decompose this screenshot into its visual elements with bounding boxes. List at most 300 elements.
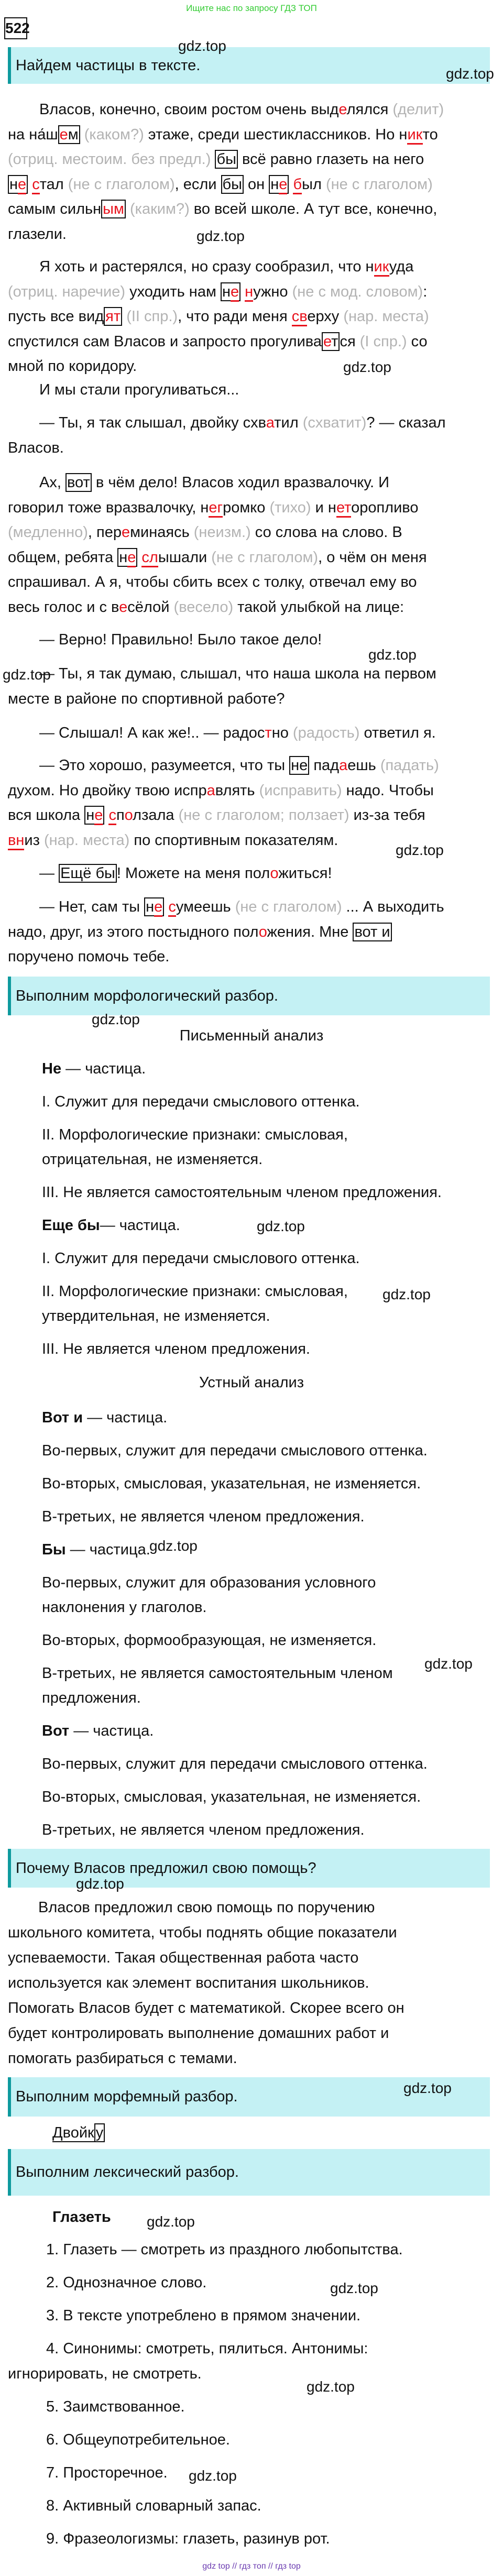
text-segment: ся	[340, 333, 360, 350]
text-segment	[28, 176, 32, 193]
highlighted-letters: с	[168, 898, 176, 917]
watermark: gdz.top	[330, 2280, 378, 2296]
text-line	[8, 920, 495, 945]
text-segment: Во-первых, служит для образования условного	[42, 1574, 376, 1591]
highlighted-letters: о	[258, 923, 267, 940]
section-header-text: Почему Власов предложил свою помощь?	[16, 1859, 316, 1877]
text-segment: ромко	[223, 499, 270, 516]
text-line	[8, 753, 495, 779]
watermark: gdz.top	[396, 842, 444, 858]
text-line	[8, 2427, 495, 2452]
hint-text: (не с глаголом; ползает)	[178, 807, 349, 824]
highlighted-letters: е	[279, 176, 287, 194]
text-segment: поручено помочь тебе.	[8, 948, 170, 965]
paragraph	[42, 1505, 498, 1529]
text-line	[42, 1090, 498, 1114]
text-segment: , что ради меня	[178, 308, 292, 325]
bold-term: Не	[42, 1060, 62, 1077]
highlighted-letters: е	[323, 333, 332, 350]
particle-box	[144, 897, 164, 916]
text-segment: уда	[389, 258, 414, 275]
particle-box	[84, 806, 104, 825]
text-segment: 5. Заимствованное.	[46, 2398, 185, 2415]
text-segment: со	[407, 333, 428, 350]
text-segment: — частица.	[65, 1541, 150, 1558]
text-segment: то	[422, 126, 438, 143]
text-segment: —	[39, 865, 59, 882]
text-segment: пусть все вид	[8, 308, 104, 325]
text-segment: школьного комитета, чтобы поднять общие показатели	[8, 1924, 397, 1941]
text-line	[8, 2394, 495, 2419]
text-segment: успеваемости. Такая общественная работа часто	[8, 1949, 359, 1966]
section-header-text: Выполним морфологический разбор.	[16, 987, 278, 1004]
paragraph	[8, 2336, 495, 2386]
text-segment: — Слышал! А как же!.. — радос	[39, 725, 265, 741]
hint-text: (схватит)	[302, 414, 367, 431]
text-segment: — Ты, я так слышал, двойку схв	[39, 414, 266, 431]
text-segment: житься!	[278, 865, 332, 882]
hint-text: (не с глаголом)	[68, 176, 175, 193]
text-line	[42, 1538, 498, 1562]
particle-box	[101, 200, 126, 218]
highlighted-letters: е	[127, 549, 136, 567]
text-segment: — частица.	[69, 1723, 154, 1739]
section-header-lexical	[8, 2149, 490, 2196]
watermark: gdz.top	[403, 2080, 452, 2096]
text-line	[8, 595, 495, 620]
particle-box	[221, 175, 244, 194]
section-header-text: Выполним морфемный разбор.	[16, 2088, 238, 2105]
text-line	[8, 411, 495, 436]
text-segment: он	[244, 176, 269, 193]
hint-text: (нар. места)	[43, 831, 130, 849]
text-line	[42, 1571, 498, 1595]
particle-box	[221, 282, 240, 301]
text-segment: помогать разбираться с темами.	[8, 2050, 237, 2067]
paragraph	[8, 97, 495, 247]
text-segment: — частица.	[83, 1409, 168, 1426]
text-segment: н	[86, 807, 95, 824]
text-segment: минаясь	[130, 524, 194, 541]
paragraph	[42, 1818, 498, 1843]
text-line	[8, 803, 495, 828]
watermark: gdz.top	[343, 359, 391, 375]
text-segment: :	[423, 283, 428, 300]
text-line	[42, 1752, 498, 1777]
text-segment: бы	[216, 151, 236, 168]
text-segment: вот и	[354, 923, 390, 940]
text-line	[8, 628, 495, 653]
paragraph	[42, 1439, 498, 1463]
text-segment: мной по коридору.	[8, 358, 137, 375]
bold-term: Вот и	[42, 1409, 83, 1426]
text-segment: будет контролировать выполнение домашних работ и	[8, 2025, 389, 2042]
text-segment: духом. Но двойку твою испр	[8, 782, 207, 799]
oral-analysis	[42, 1406, 498, 1851]
text-segment: игнорировать, не смотреть.	[8, 2365, 202, 2382]
hint-text: (отриц. наречие)	[8, 283, 126, 300]
text-line	[8, 280, 495, 305]
particle-box	[269, 175, 289, 194]
watermark: gdz.top	[76, 1876, 124, 1892]
text-segment: 4. Синонимы: смотреть, пялиться. Антонимы:	[46, 2340, 368, 2357]
text-segment: самым сильн	[8, 201, 102, 217]
paragraph	[8, 470, 495, 620]
footer-links[interactable]: gdz top // гдз топ // гдз top	[202, 2562, 301, 2571]
text-segment: бы	[222, 176, 242, 193]
text-segment: п	[116, 807, 125, 824]
morpheme-word	[52, 2124, 105, 2142]
highlighted-letters: е	[18, 176, 26, 194]
text-line	[8, 97, 495, 123]
highlighted-letters: т	[265, 725, 272, 741]
paragraph	[8, 895, 495, 970]
particle-box	[58, 125, 80, 144]
text-segment: Во-вторых, смысловая, указательная, не изменяется.	[42, 1789, 421, 1805]
text-segment: Во-вторых, смысловая, указательная, не изменяется.	[42, 1475, 421, 1492]
paragraph	[8, 2270, 495, 2295]
text-segment: ... А выходить	[342, 898, 444, 915]
watermark: gdz.top	[424, 1656, 473, 1672]
text-segment: , о чём он меня	[318, 549, 427, 566]
paragraph	[42, 1752, 498, 1777]
paragraph	[8, 662, 495, 711]
text-segment: м	[68, 126, 79, 143]
text-segment: В-третьих, не является членом предложения.	[42, 1508, 365, 1525]
hint-text: (исправить)	[259, 782, 342, 799]
text-line	[42, 1686, 498, 1711]
paragraph	[8, 721, 495, 746]
text-segment: ! Можете на меня пол	[116, 865, 270, 882]
text-segment: влять	[215, 782, 259, 799]
text-line	[8, 2270, 495, 2295]
watermark: gdz.top	[446, 65, 494, 82]
hint-text: (I спр.)	[359, 333, 407, 350]
morpheme-ending: у	[94, 2123, 105, 2142]
text-line	[8, 123, 495, 148]
highlighted-letters: ег	[209, 499, 223, 518]
particle-box	[289, 756, 309, 775]
paragraph	[42, 1180, 498, 1205]
text-segment: н	[146, 898, 155, 915]
text-line	[8, 197, 495, 222]
text-segment: умеешь	[176, 898, 235, 915]
highlighted-letters: а	[206, 782, 215, 799]
paragraph	[8, 378, 495, 403]
paragraph	[42, 1571, 498, 1620]
text-line	[8, 1945, 495, 1970]
text-segment: , если	[174, 176, 221, 193]
particle-box	[215, 150, 237, 169]
text-segment: I. Служит для передачи смыслового оттенка.	[42, 1093, 360, 1110]
text-segment: ужно	[253, 283, 292, 300]
text-segment: ерху	[307, 308, 344, 325]
text-segment: говорил тоже вразвалочку, н	[8, 499, 209, 516]
watermark: gdz.top	[149, 1538, 198, 1554]
highlighted-letters: ым	[103, 201, 124, 217]
paragraph	[8, 411, 495, 461]
text-line	[8, 1920, 495, 1945]
text-segment: и н	[311, 499, 336, 516]
highlighted-letters: е	[154, 898, 162, 917]
hint-text: (отриц. местоим. без предл.)	[8, 151, 211, 168]
particle-box	[65, 473, 92, 492]
text-line	[8, 2237, 495, 2262]
text-segment: общем, ребята	[8, 549, 118, 566]
text-segment: I. Служит для передачи смыслового оттенка.	[42, 1250, 360, 1267]
text-segment: вот	[67, 474, 90, 491]
text-segment: — Верно! Правильно! Было такое дело!	[39, 631, 322, 648]
text-segment: ыл	[302, 176, 326, 193]
watermark: gdz.top	[307, 2378, 355, 2395]
text-segment: Ах,	[39, 474, 65, 491]
text-segment: из-за тебя	[349, 807, 425, 824]
text-segment	[211, 151, 215, 168]
hint-text: (нар. места)	[343, 308, 429, 325]
text-line	[42, 1472, 498, 1496]
highlighted-letters: с	[108, 807, 116, 825]
text-segment: 1. Глазеть — смотреть из праздного любопытства.	[46, 2241, 403, 2258]
text-segment: ? — сказал	[366, 414, 446, 431]
text-line	[42, 1057, 498, 1081]
particle-box	[8, 175, 28, 194]
watermark: gdz.top	[178, 38, 226, 54]
text-segment: — Это хорошо, разумеется, что ты	[39, 757, 290, 774]
text-line	[42, 1719, 498, 1744]
highlighted-letters: св	[292, 308, 308, 326]
text-segment	[126, 201, 130, 217]
highlighted-letters: сл	[141, 549, 158, 567]
text-segment: этаже, среди шестиклассников. Но н	[144, 126, 408, 143]
highlighted-letters: н	[245, 283, 253, 302]
text-segment: — Ты, я так думаю, слышал, что наша школа на первом	[39, 665, 436, 682]
paragraph	[42, 1472, 498, 1496]
paragraph	[8, 2493, 495, 2518]
paragraph	[42, 1337, 498, 1362]
paragraph	[42, 1090, 498, 1114]
text-line	[42, 1246, 498, 1271]
watermark: gdz.top	[196, 228, 245, 244]
bold-term: Бы	[42, 1541, 66, 1558]
text-segment: В-третьих, не является самостоятельным членом	[42, 1665, 393, 1682]
text-segment: Ещё бы	[60, 865, 115, 882]
text-line	[8, 255, 495, 280]
text-line	[8, 520, 495, 545]
text-segment	[122, 308, 126, 325]
highlighted-letters: ят	[105, 308, 121, 325]
paragraph	[8, 2460, 495, 2485]
text-segment: надо, друг, из этого постыдного пол	[8, 923, 259, 940]
highlighted-letters: е	[338, 101, 347, 118]
text-segment: II. Морфологические признаки: смысловая,	[42, 1126, 348, 1143]
paragraph	[8, 255, 495, 379]
paragraph	[42, 1246, 498, 1271]
hint-text: (делит)	[392, 101, 444, 118]
text-segment: 8. Активный словарный запас.	[46, 2497, 261, 2514]
paragraph	[42, 1719, 498, 1744]
highlighted-letters: ик	[407, 126, 422, 145]
text-segment: Я хоть и растерялся, но сразу сообразил, что н	[39, 258, 374, 275]
text-segment: Во-первых, служит для передачи смыслового оттенка.	[42, 1442, 428, 1459]
highlighted-letters: ет	[336, 499, 351, 518]
text-segment: н	[9, 176, 18, 193]
text-line	[8, 378, 495, 403]
text-line	[8, 496, 495, 521]
hint-text: (неизм.)	[193, 524, 251, 541]
highlighted-letters: е	[121, 524, 130, 541]
paragraph	[8, 628, 495, 653]
text-line	[8, 1970, 495, 1996]
text-line	[8, 304, 495, 330]
text-line	[8, 330, 495, 355]
text-line	[8, 1895, 495, 1920]
text-segment: т	[331, 333, 338, 350]
text-line	[8, 945, 495, 970]
watermark: gdz.top	[189, 2468, 237, 2484]
hint-text: (весело)	[173, 598, 234, 616]
text-line	[8, 545, 495, 571]
paragraph	[8, 2427, 495, 2452]
text-segment: II. Морфологические признаки: смысловая,	[42, 1283, 348, 1300]
paragraph	[8, 2303, 495, 2328]
bold-term: Вот	[42, 1723, 70, 1739]
text-line	[8, 147, 495, 172]
text-line	[42, 1147, 498, 1172]
text-segment: Власов предложил свою помощь по поручению	[38, 1899, 375, 1916]
paragraph	[42, 1123, 498, 1172]
text-segment: на на́ш	[8, 126, 58, 143]
text-segment: ешь	[347, 757, 380, 774]
text-line	[42, 1628, 498, 1653]
text-segment: — частица.	[61, 1060, 146, 1077]
text-segment: ышали	[158, 549, 212, 566]
answer-text	[8, 1895, 495, 2071]
lexical-word: Глазеть	[52, 2209, 111, 2226]
highlighted-letters: б	[293, 176, 302, 194]
text-segment: надо. Чтобы	[342, 782, 434, 799]
highlighted-letters: е	[94, 807, 103, 825]
hint-text: (падать)	[380, 757, 439, 774]
hint-text: (тихо)	[269, 499, 311, 516]
watermark: gdz.top	[147, 2213, 195, 2230]
text-segment: Во-первых, служит для передачи смыслового оттенка.	[42, 1756, 428, 1772]
text-line	[8, 2046, 495, 2071]
text-segment: не	[291, 757, 308, 774]
search-banner[interactable]: Ищите нас по запросу ГДЗ ТОП	[186, 3, 317, 13]
watermark: gdz.top	[3, 666, 51, 683]
text-segment: тил	[274, 414, 303, 431]
text-segment: предложения.	[42, 1690, 141, 1706]
hint-text: (не с глаголом)	[211, 549, 319, 566]
hint-text: (не с мод. словом)	[292, 283, 423, 300]
hint-text: (не с глаголом)	[325, 176, 433, 193]
particle-box	[104, 307, 122, 326]
text-segment: спустился сам Власов и запросто прогулива	[8, 333, 322, 350]
paragraph	[42, 1785, 498, 1810]
particle-box	[117, 548, 137, 567]
paragraph	[42, 1406, 498, 1430]
text-segment: 7. Просторечное.	[46, 2464, 168, 2481]
paragraph	[8, 861, 495, 886]
text-segment: н	[270, 176, 279, 193]
highlighted-letters: о	[124, 807, 133, 824]
text-segment: лялся	[346, 101, 393, 118]
text-line	[8, 721, 495, 746]
highlighted-letters: е	[59, 126, 68, 143]
text-segment: н	[222, 283, 231, 300]
written-analysis-title: Письменный анализ	[179, 1027, 324, 1044]
text-line	[42, 1785, 498, 1810]
text-line	[8, 662, 495, 687]
text-line	[8, 354, 495, 379]
bold-term: Еще бы	[42, 1217, 100, 1234]
particle-box	[353, 923, 391, 941]
text-segment: во всей школе. А тут все, конечно,	[189, 201, 438, 217]
text-segment: пад	[309, 757, 340, 774]
text-segment: Во-вторых, формообразующая, не изменяется.	[42, 1632, 377, 1649]
lexical-analysis	[8, 2237, 495, 2559]
text-segment: 9. Фразеологизмы: глазеть, разинув рот.	[46, 2530, 330, 2547]
section-header-morphology	[8, 977, 490, 1015]
text-segment	[240, 283, 245, 300]
morpheme-stem: Двойк	[52, 2124, 94, 2141]
hint-text: (не с глаголом)	[235, 898, 342, 915]
section-header-text: Найдем частицы в тексте.	[16, 57, 201, 74]
text-segment: III. Не является самостоятельным членом предложения.	[42, 1184, 442, 1201]
highlighted-letters: с	[32, 176, 40, 194]
text-segment: тал	[39, 176, 68, 193]
written-analysis	[42, 1057, 498, 1370]
watermark: gdz.top	[92, 1011, 140, 1027]
paragraph	[8, 2237, 495, 2262]
text-line	[8, 570, 495, 595]
text-line	[8, 895, 495, 920]
text-segment: со слова на слово. В	[250, 524, 402, 541]
text-segment: жения. Мне	[267, 923, 353, 940]
text-segment: месте в районе по спортивной работе?	[8, 690, 285, 707]
text-segment: И мы стали прогуливаться...	[39, 381, 239, 398]
oral-analysis-title: Устный анализ	[199, 1374, 304, 1391]
text-line	[8, 436, 495, 461]
text-segment: наклонения у глаголов.	[42, 1599, 207, 1616]
hint-text: (каком?)	[84, 126, 144, 143]
text-segment: отрицательная, не изменяется.	[42, 1151, 263, 1168]
text-segment: Власов.	[8, 439, 64, 456]
particle-box	[322, 332, 340, 351]
text-segment: III. Не является членом предложения.	[42, 1341, 310, 1357]
text-line	[42, 1304, 498, 1329]
hint-text: (II спр.)	[126, 308, 178, 325]
paragraph	[42, 1538, 498, 1562]
text-line	[8, 2361, 495, 2386]
paragraph	[42, 1628, 498, 1653]
highlighted-letters: ик	[374, 258, 389, 277]
text-line	[8, 2460, 495, 2485]
highlighted-letters: а	[266, 414, 275, 431]
text-segment: оропливо	[351, 499, 419, 516]
text-segment: глазели.	[8, 225, 67, 243]
paragraph	[8, 2526, 495, 2551]
text-segment: 3. В тексте употреблено в прямом значении.	[46, 2307, 361, 2324]
paragraph	[8, 753, 495, 853]
text-line	[8, 779, 495, 804]
paragraph	[42, 1057, 498, 1081]
highlighted-letters: е	[119, 598, 128, 616]
paragraph	[8, 1895, 495, 2071]
text-line	[42, 1439, 498, 1463]
text-line	[8, 2493, 495, 2518]
particle-box	[59, 864, 117, 883]
